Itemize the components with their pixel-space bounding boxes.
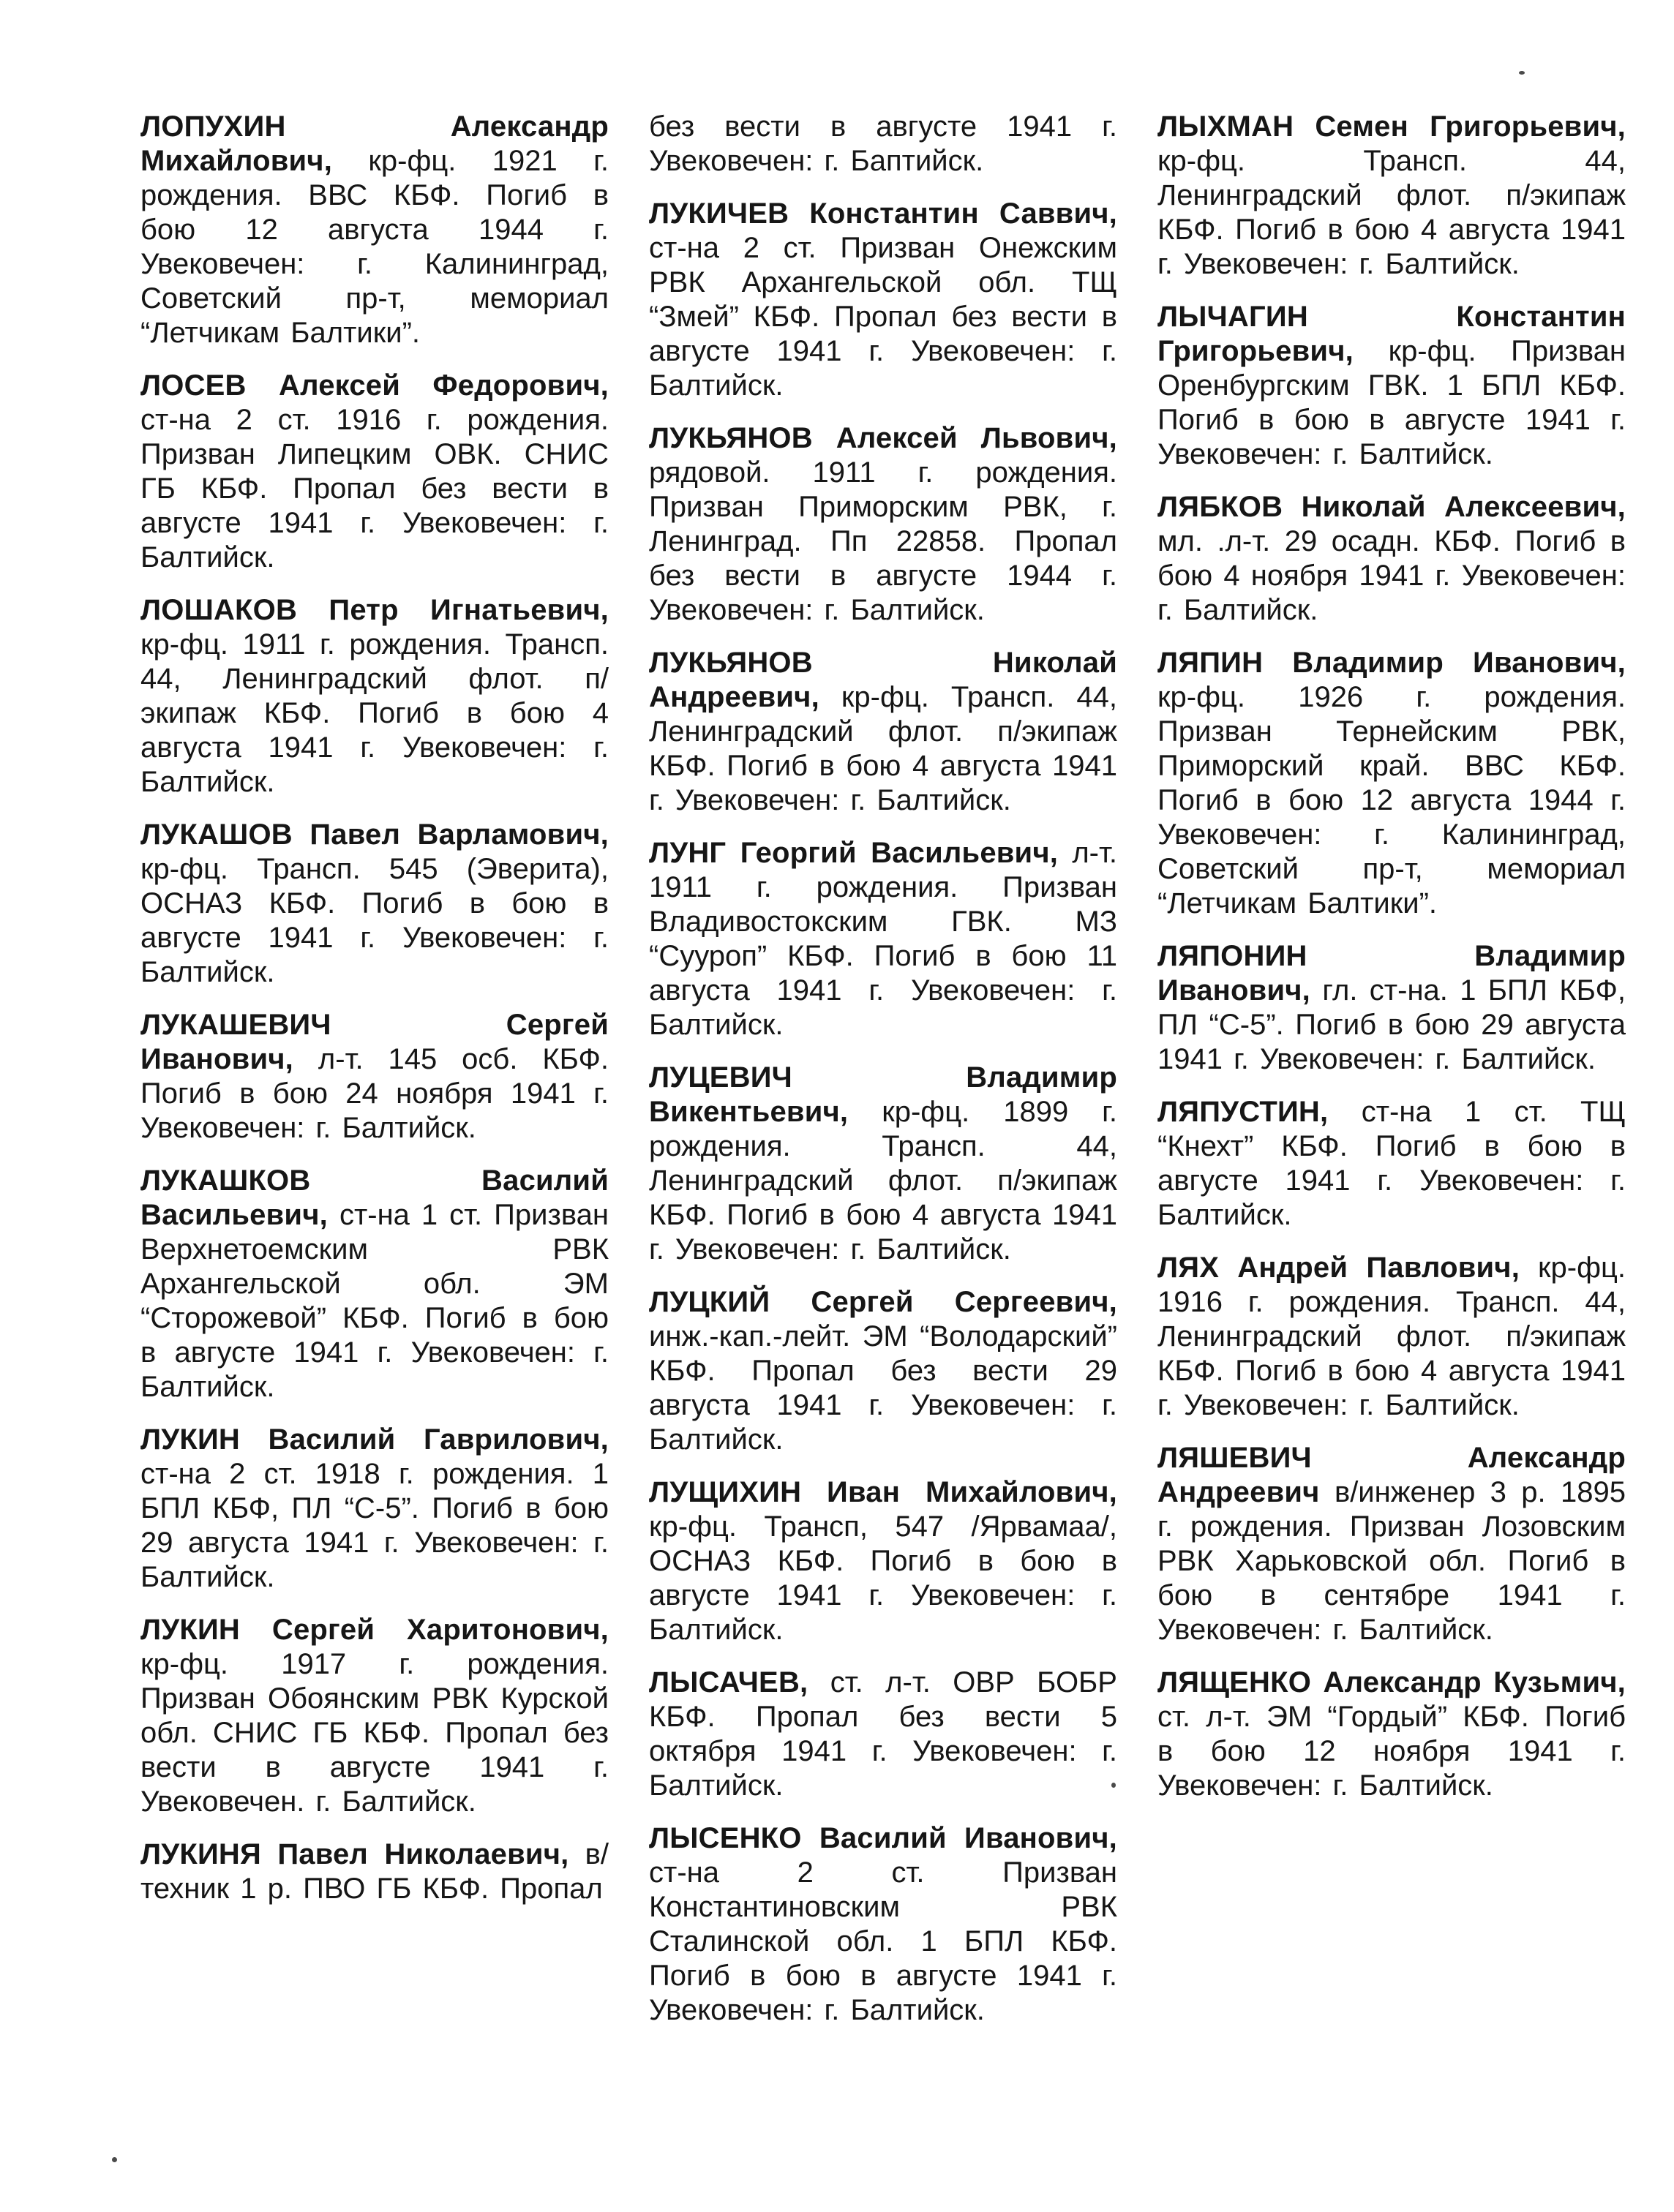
person-name: ЛУНГ Георгий Васильевич, <box>649 837 1059 869</box>
person-name: ЛОПУХИН Александр Михайлович, <box>140 110 609 177</box>
memorial-entry: ЛУНГ Георгий Васильевич, л-т. 1911 г. рождения. Призван Владивостокским ГВК. МЗ “Сууроп” КБФ. Погиб в бою 11 августа 1941 г. Увековечен: г. Балтийск. <box>649 837 1117 1041</box>
person-name: ЛУКЬЯНОВ Николай Андреевич, <box>649 647 1117 713</box>
memorial-entry: ЛЯЩЕНКО Александр Кузьмич, ст. л-т. ЭМ “Гордый” КБФ. Погиб в бою 12 ноября 1941 г. Увековечен: г. Балтийск. <box>1157 1666 1626 1802</box>
memorial-entry: ЛОШАКОВ Петр Игнатьевич, кр-фц. 1911 г. рождения. Трансп. 44, Ленинградский флот. п/экипаж КБФ. Погиб в бою 4 августа 1941 г. Увековечен: г. Балтийск. <box>140 594 609 798</box>
memorial-entry: ЛОСЕВ Алексей Федорович, ст-на 2 ст. 1916 г. рождения. Призван Липецким ОВК. СНИС ГБ КБФ. Пропал без вести в августе 1941 г. Увековечен: г. Балтийск. <box>140 369 609 573</box>
person-name: ЛУЦЕВИЧ Владимир Викентьевич, <box>649 1061 1117 1128</box>
person-name: ЛУКЬЯНОВ Алексей Львович, <box>649 422 1117 454</box>
person-name: ЛЯХ Андрей Павлович, <box>1157 1252 1520 1284</box>
person-name: ЛЯПИН Владимир Иванович, <box>1157 647 1626 679</box>
person-name: ЛУКАШКОВ Василий Васильевич, <box>140 1165 609 1231</box>
scan-speck <box>1519 71 1525 75</box>
memorial-entry: ЛОПУХИН Александр Михайлович, кр-фц. 1921 г. рождения. ВВС КБФ. Погиб в бою 12 августа 1944 г. Увековечен: г. Калининград, Советский пр-т, мемориал “Летчикам Балтики”. <box>140 110 609 349</box>
person-name: ЛЯЩЕНКО Александр Кузьмич, <box>1157 1666 1626 1698</box>
person-name: ЛУКИН Сергей Харитонович, <box>140 1614 609 1646</box>
memorial-entry: ЛЯПОНИН Владимир Иванович, гл. ст-на. 1 БПЛ КБФ, ПЛ “С-5”. Погиб в бою 29 августа 1941 г. Увековечен: г. Балтийск. <box>1157 940 1626 1075</box>
memorial-entry: ЛЯШЕВИЧ Александр Андреевич в/инженер 3 р. 1895 г. рождения. Призван Лозовским РВК Харьковской обл. Погиб в бою в сентябре 1941 г. Увековечен: г. Балтийск. <box>1157 1442 1626 1646</box>
person-name: ЛЫЧАГИН Константин Григорьевич, <box>1157 301 1626 367</box>
person-name: ЛЫХМАН Семен Григорьевич, <box>1157 110 1626 143</box>
person-name: ЛУКИНЯ Павел Николаевич, <box>140 1838 569 1870</box>
person-name: ЛЫСАЧЕВ, <box>649 1666 808 1698</box>
memorial-entry: ЛУКЬЯНОВ Алексей Львович, рядовой. 1911 г. рождения. Призван Приморским РВК, г. Ленинград. Пп 22858. Пропал без вести в августе 1944 г. Увековечен: г. Балтийск. <box>649 422 1117 626</box>
three-column-text-block <box>140 110 1626 2046</box>
person-name: ЛЯПОНИН Владимир Иванович, <box>1157 940 1626 1007</box>
memorial-entry: ЛЫЧАГИН Константин Григорьевич, кр-фц. Призван Оренбургским ГВК. 1 БПЛ КБФ. Погиб в бою в августе 1941 г. Увековечен: г. Балтийск. <box>1157 301 1626 470</box>
person-name: ЛЯПУСТИН, <box>1157 1096 1329 1128</box>
memorial-entry: ЛУКИН Сергей Харитонович, кр-фц. 1917 г. рождения. Призван Обоянским РВК Курской обл. СНИС ГБ КБФ. Пропал без вести в августе 1941 г. Увековечен. г. Балтийск. <box>140 1614 609 1818</box>
person-name: ЛОСЕВ Алексей Федорович, <box>140 369 609 402</box>
memorial-entry-continuation: без вести в августе 1941 г. Увековечен: г. Баптийск. <box>649 110 1117 177</box>
memorial-entry: ЛУЦКИЙ Сергей Сергеевич, инж.-кап.-лейт. ЭМ “Володарский” КБФ. Пропал без вести 29 августа 1941 г. Увековечен: г. Балтийск. <box>649 1286 1117 1456</box>
memorial-entry: ЛЯПУСТИН, ст-на 1 ст. ТЩ “Кнехт” КБФ. Погиб в бою в августе 1941 г. Увековечен: г. Балтийск. <box>1157 1096 1626 1231</box>
memorial-entry: ЛЫХМАН Семен Григорьевич, кр-фц. Трансп. 44, Ленинградский флот. п/экипаж КБФ. Погиб в бою 4 августа 1941 г. Увековечен: г. Балтийск. <box>1157 110 1626 280</box>
memorial-entry: ЛУЦЕВИЧ Владимир Викентьевич, кр-фц. 1899 г. рождения. Трансп. 44, Ленинградский флот. п/экипаж КБФ. Погиб в бою 4 августа 1941 г. Увековечен: г. Балтийск. <box>649 1061 1117 1265</box>
memorial-entry: ЛЯБКОВ Николай Алексеевич, мл. .л-т. 29 осадн. КБФ. Погиб в бою 4 ноября 1941 г. Увековечен: г. Балтийск. <box>1157 491 1626 626</box>
memorial-entry: ЛЫСЕНКО Василий Иванович, ст-на 2 ст. Призван Константиновским РВК Сталинской обл. 1 БПЛ КБФ. Погиб в бою в августе 1941 г. Увековечен: г. Балтийск. <box>649 1822 1117 2026</box>
person-name: ЛЯШЕВИЧ Александр Андреевич <box>1157 1442 1626 1508</box>
memorial-entry: ЛУЩИХИН Иван Михайлович, кр-фц. Трансп, 547 /Ярвамаа/, ОСНАЗ КБФ. Погиб в бою в августе 1941 г. Увековечен: г. Балтийск. <box>649 1476 1117 1646</box>
memorial-entry: ЛЫСАЧЕВ, ст. л-т. ОВР БОБР КБФ. Пропал без вести 5 октября 1941 г. Увековечен: г. Балтийск. <box>649 1666 1117 1802</box>
person-name: ЛУЩИХИН Иван Михайлович, <box>649 1476 1117 1508</box>
memorial-entry: ЛУКИЧЕВ Константин Саввич, ст-на 2 ст. Призван Онежским РВК Архангельской обл. ТЩ “Змей” КБФ. Пропал без вести в августе 1941 г. Увековечен: г. Балтийск. <box>649 198 1117 402</box>
scan-speck <box>112 2157 117 2162</box>
column-2 <box>649 110 1117 2046</box>
memorial-entry: ЛУКИНЯ Павел Николаевич, в/техник 1 р. ПВО ГБ КБФ. Пропал <box>140 1838 609 1905</box>
person-name: ЛОШАКОВ Петр Игнатьевич, <box>140 594 609 626</box>
memorial-entry: ЛУКЬЯНОВ Николай Андреевич, кр-фц. Трансп. 44, Ленинградский флот. п/экипаж КБФ. Погиб в бою 4 августа 1941 г. Увековечен: г. Балтийск. <box>649 647 1117 816</box>
person-name: ЛУКАШЕВИЧ Сергей Иванович, <box>140 1009 609 1075</box>
memorial-entry: ЛЯХ Андрей Павлович, кр-фц. 1916 г. рождения. Трансп. 44, Ленинградский флот. п/экипаж КБФ. Погиб в бою 4 августа 1941 г. Увековечен: г. Балтийск. <box>1157 1252 1626 1421</box>
memorial-entry: ЛУКАШОВ Павел Варламович, кр-фц. Трансп. 545 (Эверита), ОСНАЗ КБФ. Погиб в бою в августе 1941 г. Увековечен: г. Балтийск. <box>140 819 609 988</box>
person-name: ЛУЦКИЙ Сергей Сергеевич, <box>649 1286 1117 1318</box>
memorial-entry: ЛУКИН Василий Гаврилович, ст-на 2 ст. 1918 г. рождения. 1 БПЛ КБФ, ПЛ “С-5”. Погиб в бою 29 августа 1941 г. Увековечен: г. Балтийск. <box>140 1423 609 1593</box>
person-name: ЛУКАШОВ Павел Варламович, <box>140 819 609 851</box>
column-1 <box>140 110 609 2046</box>
column-3 <box>1157 110 1626 2046</box>
person-name: ЛУКИН Василий Гаврилович, <box>140 1423 609 1456</box>
memorial-entry: ЛУКАШКОВ Василий Васильевич, ст-на 1 ст. Призван Верхнетоемским РВК Архангельской обл. ЭМ “Сторожевой” КБФ. Погиб в бою в августе 1941 г. Увековечен: г. Балтийск. <box>140 1165 609 1403</box>
person-name: ЛЯБКОВ Николай Алексеевич, <box>1157 491 1626 523</box>
scan-speck <box>1111 1783 1116 1788</box>
person-name: ЛЫСЕНКО Василий Иванович, <box>649 1822 1117 1854</box>
memorial-entry: ЛЯПИН Владимир Иванович, кр-фц. 1926 г. рождения. Призван Тернейским РВК, Приморский край. ВВС КБФ. Погиб в бою 12 августа 1944 г. Увековечен: г. Калининград, Советский пр-т, мемориал “Летчикам Балтики”. <box>1157 647 1626 919</box>
person-name: ЛУКИЧЕВ Константин Саввич, <box>649 198 1117 230</box>
memorial-entry: ЛУКАШЕВИЧ Сергей Иванович, л-т. 145 осб. КБФ. Погиб в бою 24 ноября 1941 г. Увековечен: г. Балтийск. <box>140 1009 609 1144</box>
